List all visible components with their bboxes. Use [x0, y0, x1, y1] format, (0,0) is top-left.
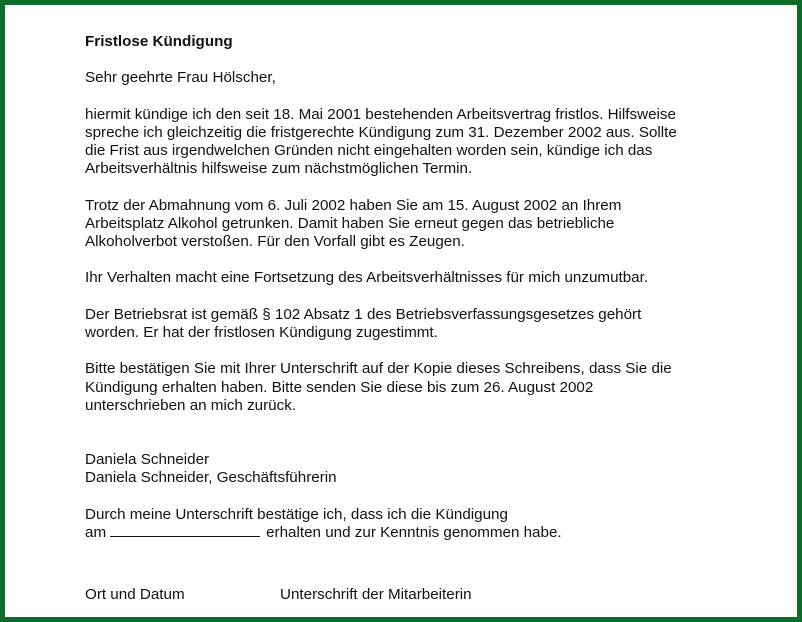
employee-signature-label: Unterschrift der Mitarbeiterin	[280, 586, 472, 603]
paragraph-works-council	[85, 306, 765, 342]
letter-title: Fristlose Kündigung	[85, 33, 233, 50]
spacer	[85, 433, 765, 451]
text-line: die Frist aus irgendwelchen Gründen nicht eingehalten worden sein, kündige ich das	[85, 142, 653, 159]
text-line: Arbeitsplatz Alkohol getrunken. Damit haben Sie erneut gegen das betriebliche	[85, 214, 615, 232]
paragraph-confirmation-request	[85, 360, 765, 415]
date-blank-line	[110, 524, 260, 537]
receipt-confirmation	[85, 506, 765, 542]
paragraph-reason	[85, 197, 765, 252]
paragraph-termination	[85, 106, 765, 179]
signature-block	[85, 451, 765, 487]
text-line: worden. Er hat der fristlosen Kündigung zugestimmt.	[85, 323, 438, 341]
text-line: Alkoholverbot verstoßen. Für den Vorfall gibt es Zeugen.	[85, 233, 465, 250]
text-line: Der Betriebsrat ist gemäß § 102 Absatz 1 des Betriebsverfassungsgesetzes gehört	[85, 305, 642, 323]
salutation: Sehr geehrte Frau Hölscher,	[85, 69, 276, 87]
letter-body	[85, 33, 765, 560]
place-date-label: Ort und Datum	[85, 586, 185, 603]
text-line: Ihr Verhalten macht eine Fortsetzung des Arbeitsverhältnisses für mich unzumutbar.	[85, 269, 649, 287]
text-line: Bitte bestätigen Sie mit Ihrer Unterschrift auf der Kopie dieses Schreibens, dass Sie die	[85, 360, 672, 378]
text-line: Kündigung erhalten haben. Bitte senden Sie diese bis zum 26. August 2002	[85, 378, 594, 396]
paragraph-unacceptable	[85, 269, 765, 287]
am-label: am	[85, 523, 107, 541]
text-line: unterschrieben an mich zurück.	[85, 396, 297, 414]
text-line: spreche ich gleichzeitig die fristgerechte Kündigung zum 31. Dezember 2002 aus. Sollte	[85, 123, 677, 141]
text-line	[85, 524, 765, 542]
text-line: Durch meine Unterschrift bestätige ich, dass ich die Kündigung	[85, 505, 508, 523]
text-line: hiermit kündige ich den seit 18. Mai 2001 bestehenden Arbeitsvertrag fristlos. Hilfsweise	[85, 105, 676, 123]
signer-name: Daniela Schneider	[85, 451, 210, 469]
signature-footer	[85, 586, 472, 603]
signer-role: Daniela Schneider, Geschäftsführerin	[85, 469, 337, 487]
text-line: Trotz der Abmahnung vom 6. Juli 2002 haben Sie am 15. August 2002 an Ihrem	[85, 196, 622, 214]
receipt-rest: erhalten und zur Kenntnis genommen habe.	[266, 523, 562, 541]
text-line: Arbeitsverhältnis hilfsweise zum nächstmöglichen Termin.	[85, 160, 473, 178]
